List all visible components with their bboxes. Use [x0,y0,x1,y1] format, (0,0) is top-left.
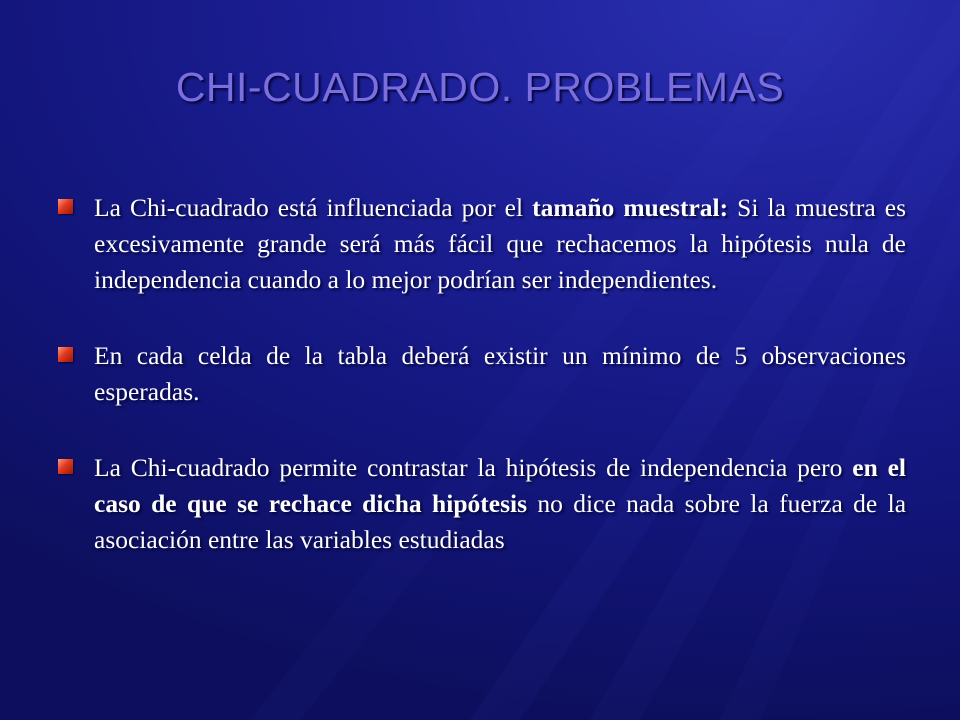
bullet-text: Si la muestra es excesivamente grande será más fácil que rechacemos la hipótesis nula de independencia cuando a lo mejor podrían ser independientes. [94,193,906,294]
slide-title: CHI-CUADRADO. PROBLEMAS [175,64,785,110]
bullet-text: En cada celda de la tabla deberá existir un mínimo de 5 observaciones esperadas. [94,341,906,406]
bullet-item [58,190,906,298]
bullet-text-bold: tamaño muestral: [532,193,729,222]
bullet-text: no dice nada sobre la fuerza de la asociación entre las variables estudiadas [94,489,907,554]
bullet-list [58,190,906,598]
bullet-item [58,338,906,410]
bullet-square-icon [58,459,73,474]
bullet-square-icon [58,199,73,214]
bullet-text-bold: en el caso de que se rechace dicha hipótesis [94,453,906,518]
bullet-text: La Chi-cuadrado está influenciada por el [94,193,533,222]
bullet-item [58,450,906,558]
bullet-text: La Chi-cuadrado permite contrastar la hipótesis de independencia pero [94,453,853,482]
bullet-square-icon [58,347,73,362]
